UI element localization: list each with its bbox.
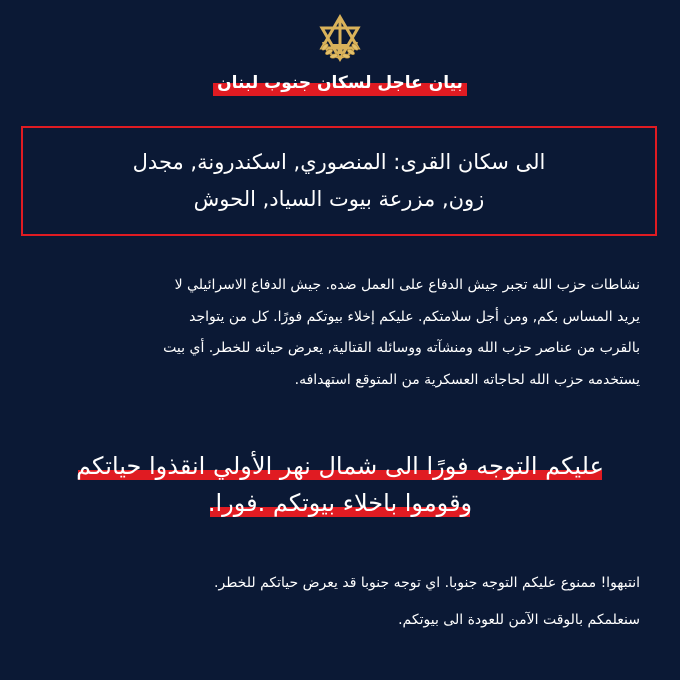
villages-box (21, 126, 657, 236)
villages-line-2: زون, مزرعة بيوت السياد, الحوش (193, 187, 485, 211)
body-paragraph (40, 270, 640, 396)
announcement-title-text: بيان عاجل لسكان جنوب لبنان (217, 73, 463, 93)
notice-line-1: انتبهوا! ممنوع عليكم التوجه جنوبا. اي توجه جنوبا قد يعرض حياتكم للخطر. (214, 575, 640, 591)
announcement-title (213, 70, 467, 96)
villages-text (59, 144, 619, 218)
notice-line-2: سنعلمكم بالوقت الآمن للعودة الى بيوتكم. (398, 612, 640, 628)
announcement-title-wrap (0, 70, 680, 96)
villages-line-1: الى سكان القرى: المنصوري, اسكندرونة, مجدل (132, 150, 546, 174)
warning-line-2-text: وقوموا باخلاء بيوتكم .فورا. (207, 489, 473, 517)
body-line-2: يريد المساس بكم, ومن أجل سلامتكم. عليكم إخلاء بيوتكم فورًا. كل من يتواجد (189, 308, 640, 325)
idf-emblem-icon (315, 14, 365, 64)
warning-line-2 (208, 485, 472, 522)
body-line-4: يستخدمه حزب الله لحاجاته العسكرية من المتوقع استهدافه. (294, 371, 640, 388)
warning-line-1 (76, 448, 604, 485)
body-line-1: نشاطات حزب الله تجبر جيش الدفاع على العمل ضده. جيش الدفاع الاسرائيلي لا (174, 277, 640, 293)
warning-line-1-text: عليكم التوجه فورًا الى شمال نهر الأولي انقذوا حياتكم (76, 452, 604, 480)
notice-paragraph (60, 565, 640, 639)
body-line-3: بالقرب من عناصر حزب الله ومنشآته ووسائله القتالية, يعرض حياته للخطر. أي بيت (163, 340, 640, 356)
evacuation-warning (30, 448, 650, 522)
